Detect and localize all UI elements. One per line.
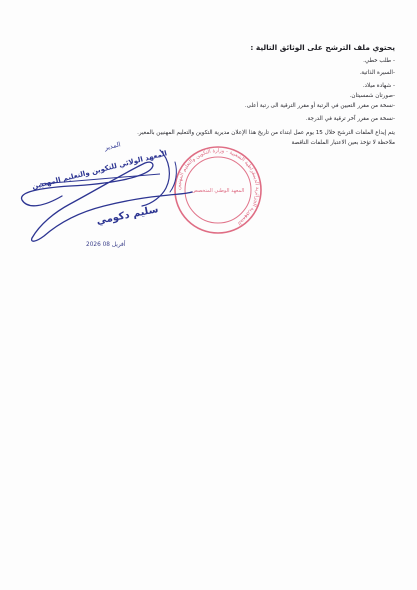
note-text: ملاحظة لا تؤخذ بعين الاعتبار الملفات الناقصة [291,140,395,146]
signature-underline [40,174,160,184]
list-item: - شهادة ميلاد. [362,83,395,89]
list-item: - طلب خطي. [363,58,395,64]
signature-scribble [22,162,192,241]
signature-office: المعهد الولائي للتكوين والتعليم المهنيين [31,149,168,191]
list-item: -صورتان شمسيتان. [349,93,395,99]
signature-title: المدير [103,140,122,152]
list-item: -نسخة من مقرر التعيين في الرتبة أو مقرر الترقية الى رتبة أعلى. [244,103,395,109]
director-signature [22,140,192,241]
signature-name: سليم دكومي [95,204,160,227]
stamp-center-text: المعهد الوطني المتخصص [191,188,245,194]
signature-stroke [142,150,169,206]
list-item: -السيرة الذاتية. [359,70,395,76]
date-stamp: 2026 أفريل 08 [86,242,126,248]
document-heading: يحتوي ملف الترشح على الوثائق التالية : [250,43,395,52]
signature-stroke [170,162,176,192]
list-item: يتم إيداع الملفات الترشح خلال 15 يوم عمل ابتداء من تاريخ هذا الإعلان مديرية التكوين والتعليم المهنيين بالمغير. [137,130,395,136]
list-item: -نسخة من مقرر آخر ترقية في الدرجة. [305,116,395,122]
official-stamp [175,147,261,233]
stamp-ring-text: الجمهورية الجزائرية الديمقراطية الشعبية - وزارة التكوين والتعليم المهنيين [175,147,261,227]
